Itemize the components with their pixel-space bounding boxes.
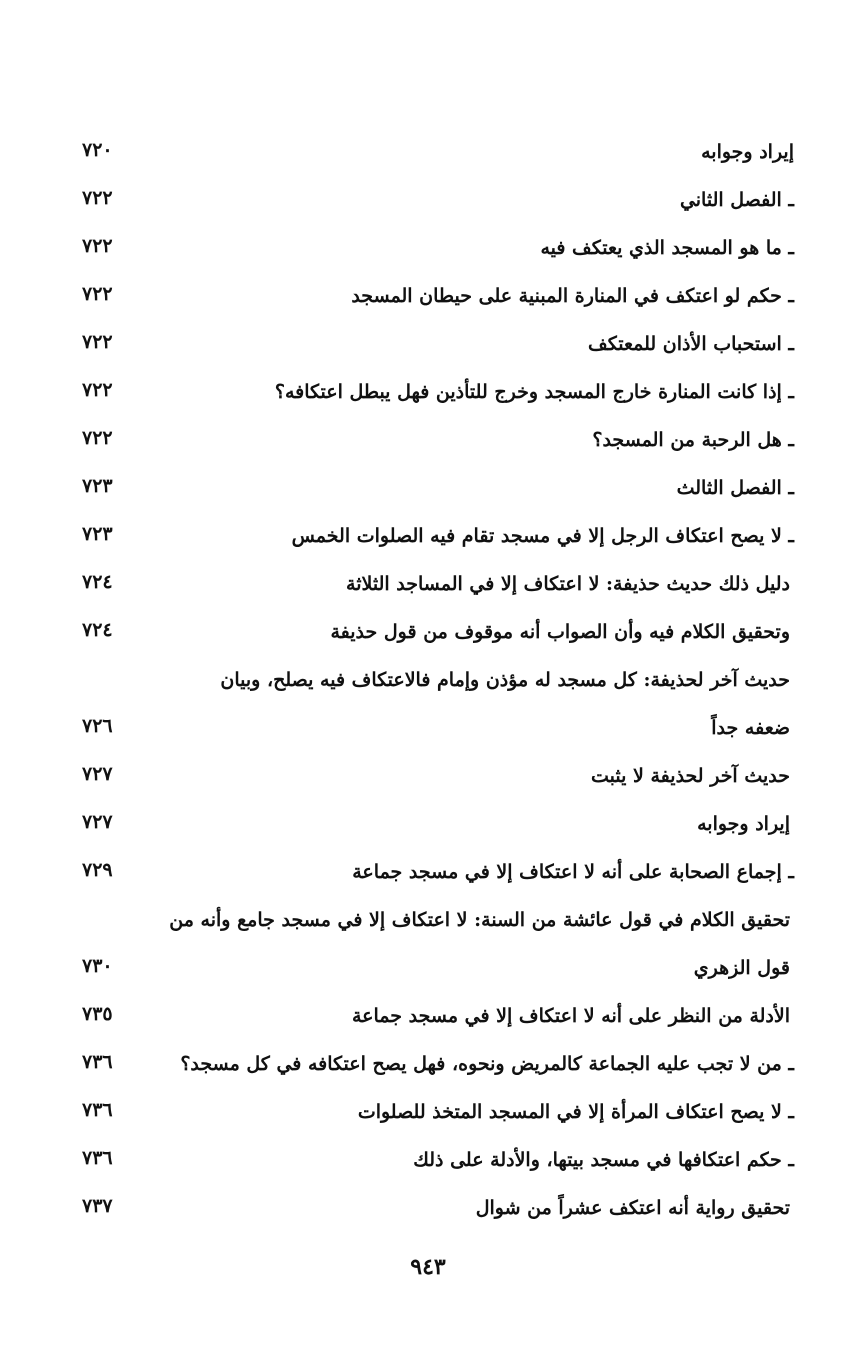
toc-entry-title: ـ استحباب الأذان للمعتكف (588, 333, 794, 355)
toc-entry-page: ٧٢٢ (82, 331, 113, 353)
toc-entry-title: ـ من لا تجب عليه الجماعة كالمريض ونحوه، فهل يصح اعتكافه في كل مسجد؟ (180, 1053, 794, 1075)
toc-entry (0, 320, 856, 368)
toc-entry-page: ٧٢٢ (82, 283, 113, 305)
toc-entry (0, 896, 856, 944)
toc-entry (0, 176, 856, 224)
toc-entry (0, 272, 856, 320)
toc-entry-title: ـ ما هو المسجد الذي يعتكف فيه (540, 237, 794, 259)
toc-entry-page: ٧٢٣ (82, 475, 113, 497)
toc-entry-title: ـ حكم اعتكافها في مسجد بيتها، والأدلة على ذلك (413, 1149, 794, 1171)
toc-entry (0, 128, 856, 176)
toc-entry-page: ٧٣٦ (82, 1099, 113, 1121)
toc-entry (0, 848, 856, 896)
toc-entry-title: قول الزهري (693, 957, 790, 979)
toc-entry-title: ـ إجماع الصحابة على أنه لا اعتكاف إلا في مسجد جماعة (352, 861, 794, 883)
toc-entry-page: ٧٢٧ (82, 763, 113, 785)
toc-entry-page: ٧٣٧ (82, 1195, 113, 1217)
toc-entry (0, 560, 856, 608)
toc-entry (0, 1040, 856, 1088)
toc-entry-page: ٧٢٣ (82, 523, 113, 545)
toc-entry (0, 512, 856, 560)
toc-entry-page: ٧٢٠ (82, 139, 113, 161)
toc-entry-page: ٧٢٢ (82, 379, 113, 401)
toc-entry (0, 1136, 856, 1184)
toc-entry (0, 1088, 856, 1136)
toc-entry-title: حديث آخر لحذيفة: كل مسجد له مؤذن وإمام فالاعتكاف فيه يصلح، وبيان (220, 669, 790, 691)
toc-entry-title: ـ لا يصح اعتكاف الرجل إلا في مسجد تقام فيه الصلوات الخمس (291, 525, 794, 547)
toc-entry-title: ـ الفصل الثاني (679, 189, 794, 211)
toc-entry-page: ٧٢٢ (82, 427, 113, 449)
toc-entry (0, 704, 856, 752)
toc-entry-page: ٧٣٥ (82, 1003, 113, 1025)
toc-entry-title: وتحقيق الكلام فيه وأن الصواب أنه موقوف من قول حذيفة (330, 621, 790, 643)
table-of-contents (0, 128, 856, 1232)
toc-entry-page: ٧٢٢ (82, 235, 113, 257)
toc-entry-page: ٧٢٧ (82, 811, 113, 833)
toc-entry-page: ٧٣٦ (82, 1051, 113, 1073)
toc-entry-title: ـ حكم لو اعتكف في المنارة المبنية على حيطان المسجد (351, 285, 794, 307)
toc-entry-title: تحقيق رواية أنه اعتكف عشراً من شوال (475, 1197, 790, 1219)
toc-entry-title: ـ الفصل الثالث (676, 477, 794, 499)
toc-entry-page: ٧٢٤ (82, 619, 113, 641)
toc-entry-page: ٧٣٠ (82, 955, 113, 977)
toc-entry-title: ـ هل الرحبة من المسجد؟ (592, 429, 794, 451)
toc-entry (0, 800, 856, 848)
toc-entry-page: ٧٢٢ (82, 187, 113, 209)
toc-entry-title: ضعفه جداً (711, 717, 790, 739)
toc-entry-title: إيراد وجوابه (701, 141, 794, 163)
toc-entry-title: ـ لا يصح اعتكاف المرأة إلا في المسجد المتخذ للصلوات (357, 1101, 794, 1123)
toc-entry (0, 224, 856, 272)
toc-entry (0, 608, 856, 656)
toc-entry-page: ٧٢٩ (82, 859, 113, 881)
page-number: ٩٤٣ (410, 1254, 446, 1280)
toc-entry-title: تحقيق الكلام في قول عائشة من السنة: لا اعتكاف إلا في مسجد جامع وأنه من (169, 909, 790, 931)
toc-entry (0, 416, 856, 464)
toc-entry (0, 992, 856, 1040)
toc-entry-page: ٧٢٦ (82, 715, 113, 737)
toc-entry (0, 656, 856, 704)
toc-entry-title: حديث آخر لحذيفة لا يثبت (591, 765, 790, 787)
toc-entry (0, 1184, 856, 1232)
toc-entry-title: الأدلة من النظر على أنه لا اعتكاف إلا في مسجد جماعة (351, 1005, 790, 1027)
toc-entry-page: ٧٢٤ (82, 571, 113, 593)
toc-entry (0, 368, 856, 416)
toc-entry-title: ـ إذا كانت المنارة خارج المسجد وخرج للتأذين فهل يبطل اعتكافه؟ (274, 381, 794, 403)
toc-entry (0, 944, 856, 992)
toc-entry-title: إيراد وجوابه (697, 813, 790, 835)
toc-entry-page: ٧٣٦ (82, 1147, 113, 1169)
toc-entry (0, 464, 856, 512)
toc-entry (0, 752, 856, 800)
toc-entry-title: دليل ذلك حديث حذيفة: لا اعتكاف إلا في المساجد الثلاثة (346, 573, 790, 595)
